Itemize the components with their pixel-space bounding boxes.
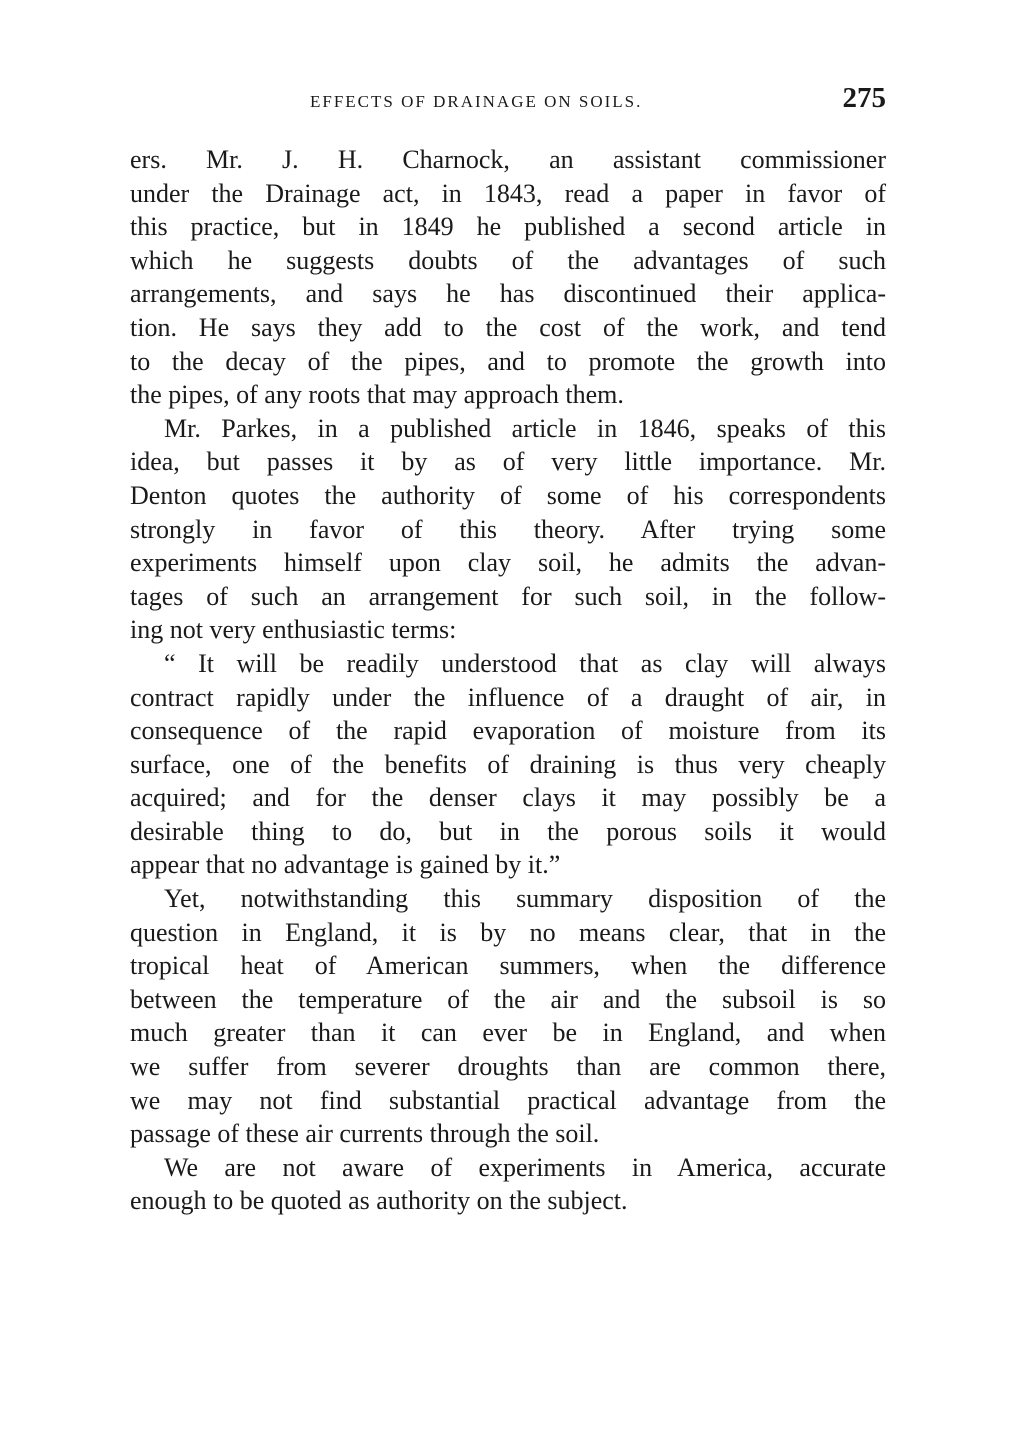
text-line: appear that no advantage is gained by it.” (130, 850, 561, 880)
text-line: Denton quotes the authority of some of his correspondents (130, 480, 886, 510)
text-line: “ It will be readily understood that as clay will always (164, 648, 886, 678)
paragraph (130, 882, 886, 1151)
text-line: Mr. Parkes, in a published article in 1846, speaks of this (164, 413, 886, 443)
text-line: we suffer from severer droughts than are common there, (130, 1052, 886, 1082)
text-line: desirable thing to do, but in the porous soils it would (130, 816, 886, 846)
text-line: tages of such an arrangement for such soil, in the follow- (130, 581, 886, 611)
text-line: idea, but passes it by as of very little importance. Mr. (130, 447, 886, 477)
text-line: We are not aware of experiments in America, accurate (164, 1152, 886, 1182)
text-line: passage of these air currents through the soil. (130, 1119, 600, 1149)
text-line: question in England, it is by no means clear, that in the (130, 917, 886, 947)
text-line: surface, one of the benefits of draining is thus very cheaply (130, 749, 886, 779)
text-line: enough to be quoted as authority on the subject. (130, 1186, 628, 1216)
text-line: experiments himself upon clay soil, he admits the advan- (130, 548, 886, 578)
text-line: consequence of the rapid evaporation of moisture from its (130, 716, 886, 746)
text-line: much greater than it can ever be in England, and when (130, 1018, 886, 1048)
text-line: tropical heat of American summers, when the difference (130, 951, 886, 981)
paragraph (130, 412, 886, 647)
page-number: 275 (842, 82, 886, 114)
text-line: to the decay of the pipes, and to promote the growth into (130, 346, 886, 376)
text-line: under the Drainage act, in 1843, read a paper in favor of (130, 178, 886, 208)
text-line: arrangements, and says he has discontinued their applica- (130, 279, 886, 309)
text-line: between the temperature of the air and the subsoil is so (130, 984, 886, 1014)
text-line: strongly in favor of this theory. After trying some (130, 514, 886, 544)
running-head (130, 82, 886, 122)
text-line: ers. Mr. J. H. Charnock, an assistant commissioner (130, 145, 886, 174)
text-line: the pipes, of any roots that may approach them. (130, 380, 624, 410)
text-line: we may not find substantial practical advantage from the (130, 1085, 886, 1115)
paragraph (130, 1151, 886, 1218)
text-line: ing not very enthusiastic terms: (130, 615, 457, 645)
text-line: this practice, but in 1849 he published a second article in (130, 212, 886, 242)
text-line: contract rapidly under the influence of a draught of air, in (130, 682, 886, 712)
text-line: tion. He says they add to the cost of the work, and tend (130, 312, 886, 342)
paragraph (130, 647, 886, 882)
text-line: which he suggests doubts of the advantages of such (130, 245, 886, 275)
paragraph (130, 143, 886, 412)
text-line: acquired; and for the denser clays it may possibly be a (130, 783, 886, 813)
running-title: EFFECTS OF DRAINAGE ON SOILS. (310, 92, 643, 111)
text-line: Yet, notwithstanding this summary disposition of the (164, 884, 886, 914)
body-text (130, 143, 886, 1218)
